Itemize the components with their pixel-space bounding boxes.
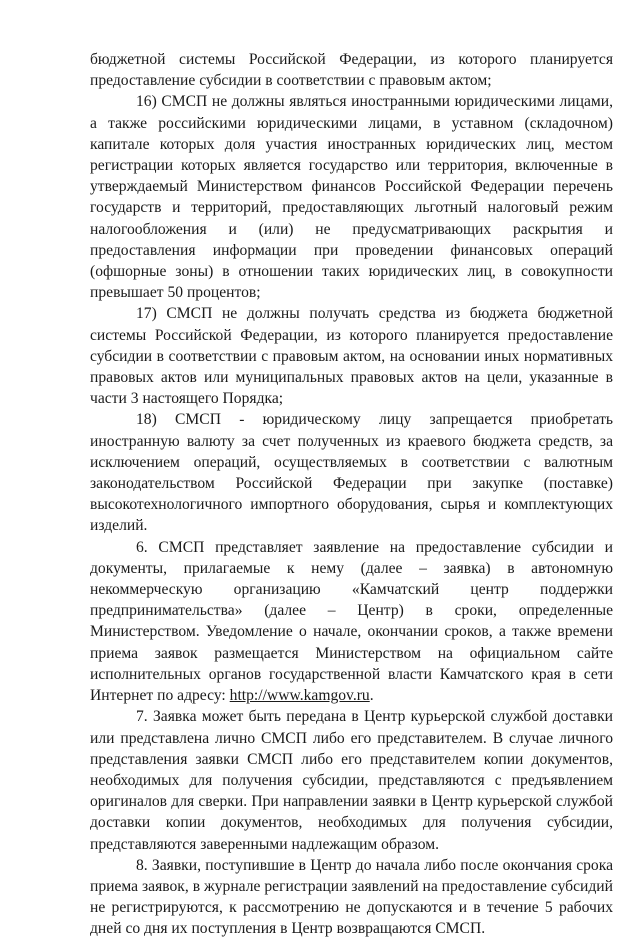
paragraph-clause-7: 7. Заявка может быть передана в Центр курьерской службой доставки или представлена лично СМСП либо его представителем. В случае личного представления заявки СМСП либо его представителем копии документов, необходимых для получения субсидии, представляются с предъявлением оригиналов для сверки. При направлении заявки в Центр курьерской службой доставки копии документов, необходимых для получения субсидии, представляются заверенными надлежащим образом. bbox=[90, 708, 613, 853]
clause-6-end: . bbox=[369, 687, 374, 705]
clause-6-text: 6. СМСП представляет заявление на предоставление субсидии и документы, прилагаемые к нему (далее – заявка) в автономную некоммерческую организацию «Камчатский центр поддержки предпринимательства» (далее – Центр) в сроки, определенные Министерством. Уведомление о начале, окончании сроков, а также времени приема заявок размещается Министерством на официальном сайте исполнительных органов государственной власти Камчатского края в сети Интернет по адресу: bbox=[90, 538, 613, 705]
paragraph-clause-6 bbox=[90, 537, 613, 707]
website-link[interactable]: http://www.kamgov.ru bbox=[229, 687, 370, 705]
paragraph-item-17: 17) СМСП не должны получать средства из бюджета бюджетной системы Российской Федерации, из которого планируется предоставление субсидии в соответствии с правовым актом, на основании иных нормативных правовых актов или муниципальных правовых актов на цели, указанные в части 3 настоящего Порядка; bbox=[90, 305, 613, 408]
paragraph-clause-8: 8. Заявки, поступившие в Центр до начала либо после окончания срока приема заявок, в журнале регистрации заявлений на предоставление субсидий не регистрируются, к рассмотрению не допускаются и в течение 5 рабочих дней со дня их поступления в Центр возвращаются СМСП. bbox=[90, 856, 613, 938]
paragraph-continuation: бюджетной системы Российской Федерации, из которого планируется предоставление субсидии в соответствии с правовым актом; bbox=[90, 51, 613, 90]
document-body bbox=[90, 49, 613, 940]
paragraph-item-18: 18) СМСП - юридическому лицу запрещается приобретать иностранную валюту за счет полученных из краевого бюджета средств, за исключением операций, осуществляемых в соответствии с валютным законодательством Российской Федерации при закупке (поставке) высокотехнологичного импортного оборудования, сырья и комплектующих изделий. bbox=[90, 411, 613, 535]
paragraph-item-16: 16) СМСП не должны являться иностранными юридическими лицами, а также российскими юридическими лицами, в уставном (складочном) капитале которых доля участия иностранных юридических лиц, местом регистрации которых является государство или территория, включенные в утверждаемый Министерством финансов Российской Федерации перечень государств и территорий, предоставляющих льготный налоговый режим налогообложения и (или) не предусматривающих раскрытия и предоставления информации при проведении финансовых операций (офшорные зоны) в отношении таких юридических лиц, в совокупности превышает 50 процентов; bbox=[90, 93, 613, 302]
